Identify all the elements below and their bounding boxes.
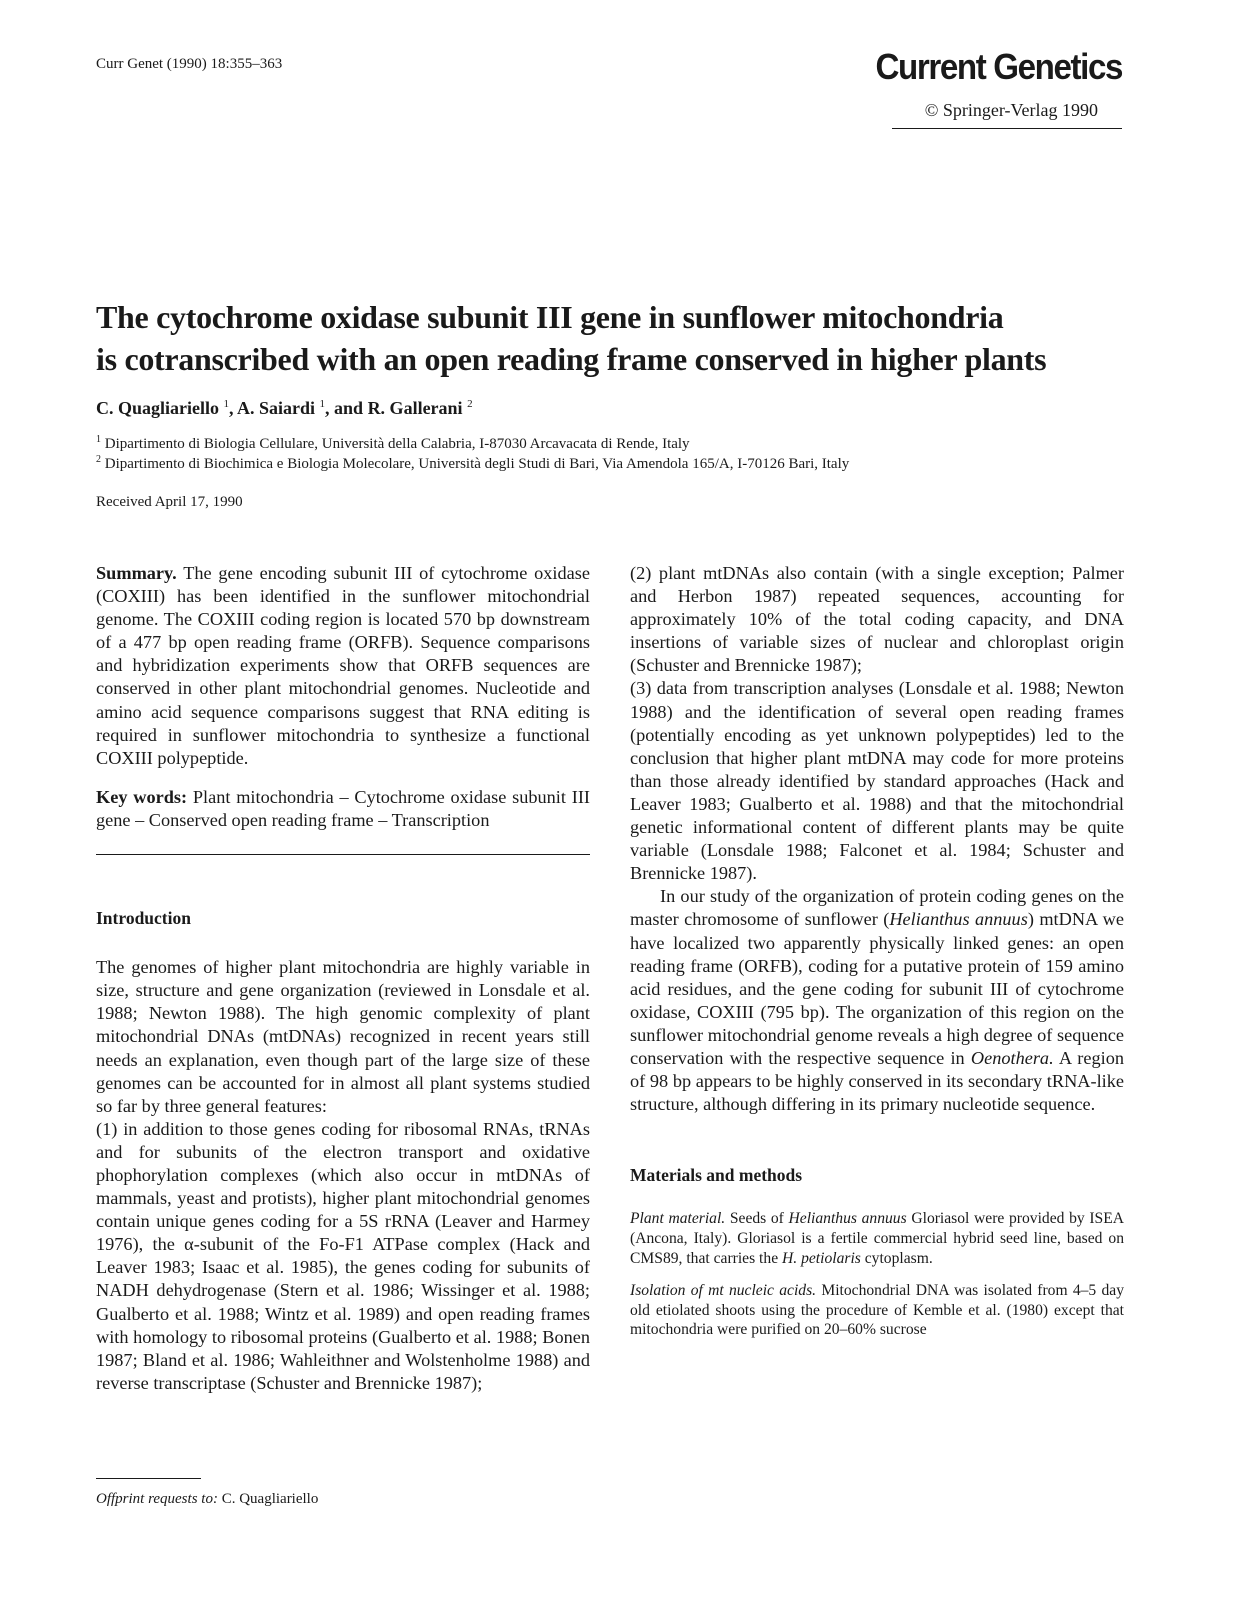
offprint-footnote [96, 1491, 318, 1508]
author-affiliation-mark: 1 [319, 398, 326, 410]
plant-text-b: Gloriasol were provided by ISEA (Ancona, Italy). Gloriasol is a fertile commercial hybrid seed line, based on CMS89, that carries the [630, 1210, 1124, 1267]
author-name: A. Saiardi [237, 398, 316, 418]
isolation-label: Isolation of mt nucleic acids. [630, 1281, 817, 1299]
author-affiliation-mark: 1 [223, 398, 229, 410]
para2-text-b: ) mtDNA we have localized two apparently physically linked genes: an open reading frame (ORFB), coding for a putative protein of 159 amino acid residues, and the gene coding for subunit III of cytochrome oxidase, COXIII (795 bp). The organization of this region on the sunflower mitochondrial genome reveals a high degree of sequence conservation with the respective sequence in [630, 909, 1124, 1068]
plant-text-c: cytoplasm. [860, 1249, 933, 1267]
plant-species-name: Helianthus annuus [788, 1210, 907, 1228]
summary-text: The gene encoding subunit III of cytochrome oxidase (COXIII) has been identified in the sunflower mitochondrial genome. The COXIII coding region is located 570 bp downstream of a 477 bp open reading frame (ORFB). Sequence comparisons and hybridization experiments show that ORFB sequences are conserved in other plant mitochondrial genomes. Nucleotide and amino acid sequence comparisons suggest that RNA editing is required in sunflower mitochondria to synthesize a functional COXIII polypeptide. [96, 563, 590, 768]
journal-citation: Curr Genet (1990) 18:355–363 [96, 56, 283, 72]
footnote-rule [96, 1478, 201, 1479]
plant-material-label: Plant material. [630, 1210, 726, 1228]
summary-label: Summary. [96, 563, 177, 583]
author-name: R. Gallerani [367, 398, 463, 418]
offprint-name: C. Quagliariello [217, 1491, 319, 1507]
para2-text-a: In our study of the organization of protein coding genes on the master chromosome of sunflower ( [630, 886, 1124, 930]
journal-name: Current Genetics [875, 46, 1122, 87]
right-column [630, 562, 1124, 1340]
author-name: C. Quagliariello [96, 398, 219, 418]
introduction-item-2: (2) plant mtDNAs also contain (with a single exception; Palmer and Herbon 1987) repeated sequences, accounting for approximately 10% of the total coding capacity, and DNA insertions of variable sizes of nuclear and chloroplast origin (Schuster and Brennicke 1987); [630, 563, 1124, 676]
article-title [96, 296, 1156, 380]
plant-material-paragraph [630, 1209, 1124, 1268]
left-column [96, 562, 590, 1395]
keywords-text: Plant mitochondria – Cytochrome oxidase subunit III gene – Conserved open reading frame – Transcription [96, 786, 590, 830]
author-separator: , [229, 398, 238, 418]
author-list [96, 398, 473, 419]
title-line-2: is cotranscribed with an open reading frame conserved in higher plants [96, 341, 1047, 377]
offprint-label: Offprint requests to: [96, 1491, 218, 1507]
plant-species-name-2: H. petiolaris [782, 1249, 861, 1267]
isolation-paragraph [630, 1281, 1124, 1340]
genus-name: Oenothera. [970, 1047, 1054, 1068]
species-name: Helianthus annuus [889, 909, 1028, 930]
author-separator: , and [325, 398, 368, 418]
header-rule [892, 128, 1122, 129]
affiliation-number: 1 [96, 434, 101, 445]
plant-text-a: Seeds of [725, 1210, 789, 1228]
affiliation-text: Dipartimento di Biochimica e Biologia Molecolare, Università degli Studi di Bari, Via Amendola 165/A, I-70126 Bari, Italy [104, 456, 850, 472]
author-affiliation-mark: 2 [467, 398, 473, 410]
introduction-paragraph-1: The genomes of higher plant mitochondria are highly variable in size, structure and gene organization (reviewed in Lonsdale et al. 1988; Newton 1988). The high genomic complexity of plant mitochondrial DNAs (mtDNAs) recognized in recent years still needs an explanation, even though part of the large size of these genomes can be accounted for in almost all plant systems studied so far by three general features: [96, 957, 590, 1116]
introduction-paragraph-2 [630, 885, 1124, 1116]
section-divider [96, 854, 590, 855]
received-date: Received April 17, 1990 [96, 494, 243, 510]
keywords-label: Key words: [96, 786, 188, 807]
introduction-item-3: (3) data from transcription analyses (Lonsdale et al. 1988; Newton 1988) and the identification of several open reading frames (potentially encoding as yet unknown polypeptides) led to the conclusion that higher plant mtDNA may code for more proteins than those already identified by standard approaches (Hack and Leaver 1983; Gualberto et al. 1988) and that the mitochondrial genetic informational content of different plants may be quite variable (Lonsdale 1988; Falconet et al. 1984; Schuster and Brennicke 1987). [630, 678, 1124, 884]
summary-paragraph [96, 562, 590, 770]
introduction-heading: Introduction [96, 908, 191, 929]
affiliation-number: 2 [96, 454, 101, 465]
introduction-item-1: (1) in addition to those genes coding for ribosomal RNAs, tRNAs and for subunits of the electron transport and oxidative phophorylation complexes (which also occur in mtDNAs of mammals, yeast and protists), higher plant mitochondrial genomes contain unique genes coding for a 5S rRNA (Leaver and Harmey 1976), the α-subunit of the Fo-F1 ATPase complex (Hack and Leaver 1983; Isaac et al. 1985), the genes coding for subunits of NADH dehydrogenase (Stern et al. 1986; Wissinger et al. 1988; Gualberto et al. 1988; Wintz et al. 1989) and open reading frames with homology to ribosomal proteins (Gualberto et al. 1988; Bonen 1987; Bland et al. 1986; Wahleithner and Wolstenholme 1988) and reverse transcriptase (Schuster and Brennicke 1987); [96, 1118, 590, 1393]
methods-heading: Materials and methods [630, 1165, 803, 1186]
title-line-1: The cytochrome oxidase subunit III gene in sunflower mitochondria [96, 299, 1004, 335]
isolation-text: Mitochondrial DNA was isolated from 4–5 day old etiolated shoots using the procedure of Kemble et al. (1980) except that mitochondria were purified on 20–60% sucrose [630, 1281, 1124, 1339]
affiliation-2 [96, 454, 849, 473]
copyright-notice: © Springer-Verlag 1990 [924, 100, 1098, 120]
para2-text-c: A region of 98 bp appears to be highly conserved in its secondary tRNA-like structure, although differing in its primary nucleotide sequence. [630, 1047, 1124, 1115]
affiliation-1 [96, 434, 690, 453]
affiliation-text: Dipartimento di Biologia Cellulare, Università della Calabria, I-87030 Arcavacata di Rende, Italy [104, 436, 690, 452]
keywords-paragraph [96, 786, 590, 832]
